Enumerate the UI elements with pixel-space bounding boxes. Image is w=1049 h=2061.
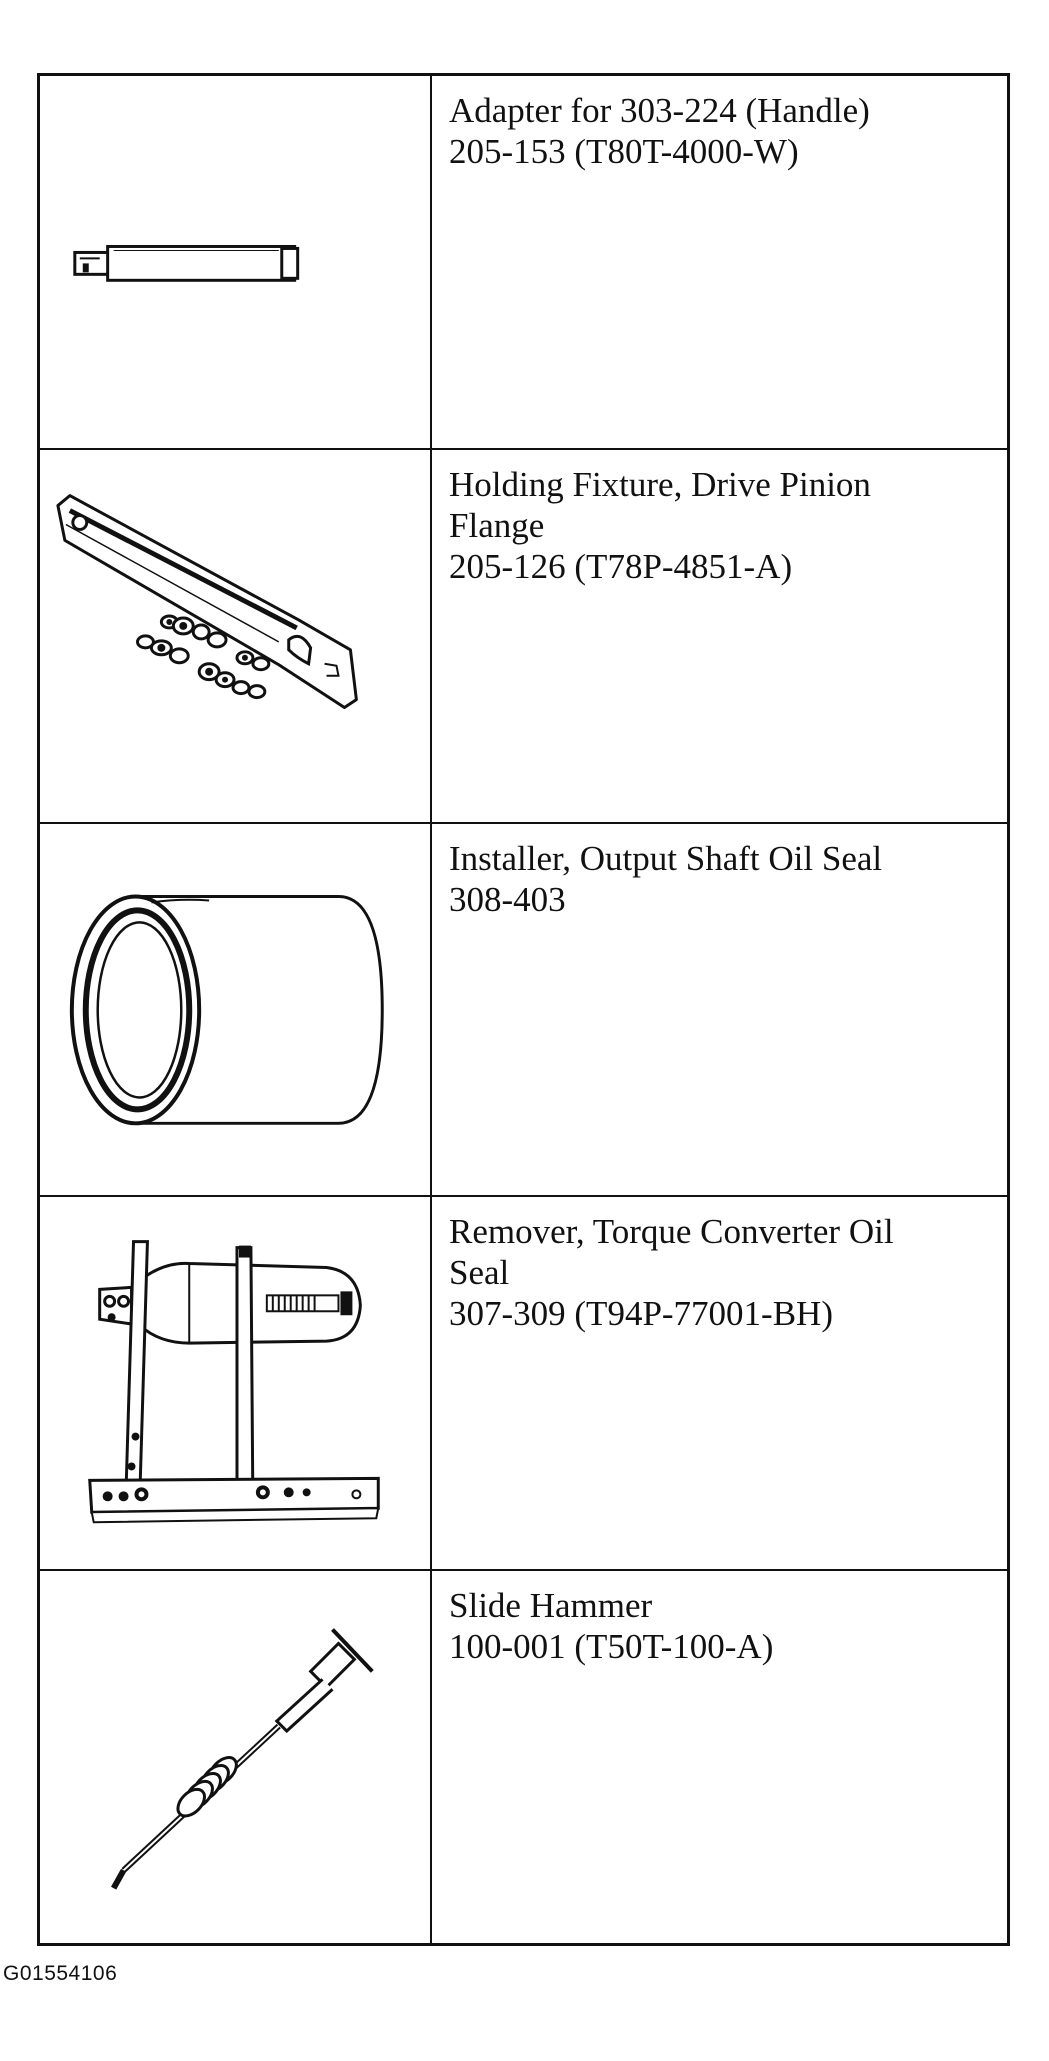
tool-name: Installer, Output Shaft Oil Seal (449, 838, 883, 878)
figure-id: G01554106 (3, 1962, 118, 1985)
tool-name-continued: Flange (449, 505, 545, 545)
tool-description (432, 1197, 1007, 1569)
table-row (40, 76, 1007, 450)
tool-image-cell (40, 1197, 432, 1569)
tool-image-cell (40, 76, 432, 448)
tool-image-cell (40, 824, 432, 1196)
special-tools-table (37, 73, 1010, 1946)
tool-description (432, 450, 1007, 822)
tool-name: Holding Fixture, Drive Pinion (449, 464, 871, 504)
tool-image-cell (40, 1571, 432, 1943)
table-row (40, 824, 1007, 1198)
table-row (40, 1571, 1007, 1943)
seal-installer-icon (40, 824, 430, 1196)
table-row (40, 450, 1007, 824)
tool-name: Adapter for 303-224 (Handle) (449, 91, 870, 130)
table-row (40, 1197, 1007, 1571)
slide-hammer-icon (40, 1571, 430, 1943)
holding-fixture-icon (40, 450, 430, 822)
seal-remover-icon (40, 1197, 430, 1569)
tool-description (432, 1571, 1007, 1943)
tool-name: Slide Hammer (449, 1586, 653, 1626)
tool-name: Remover, Torque Converter Oil (449, 1212, 894, 1252)
tool-image-cell (40, 450, 432, 822)
tool-part-number: 205-153 (T80T-4000-W) (449, 132, 799, 171)
tool-description (432, 76, 1007, 448)
tool-part-number: 308-403 (449, 879, 566, 919)
tool-part-number: 205-126 (T78P-4851-A) (449, 546, 793, 586)
tool-description (432, 824, 1007, 1196)
adapter-bar-icon (40, 76, 430, 448)
tool-name-continued: Seal (449, 1253, 510, 1293)
tool-part-number: 100-001 (T50T-100-A) (449, 1627, 774, 1667)
tool-part-number: 307-309 (T94P-77001-BH) (449, 1294, 833, 1334)
